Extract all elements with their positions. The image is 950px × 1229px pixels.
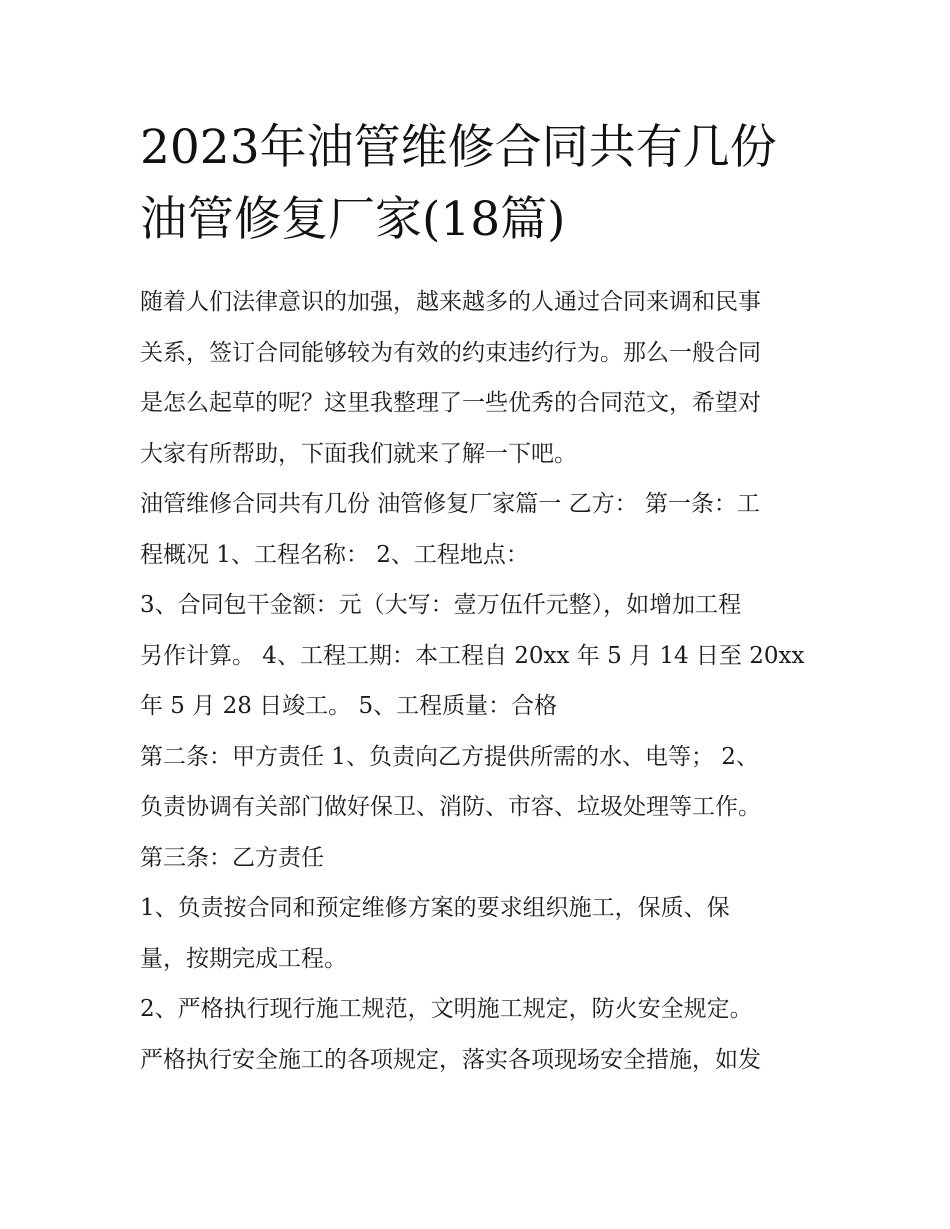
paragraph-line: 1、负责按合同和预定维修方案的要求组织施工，保质、保: [140, 895, 730, 921]
paragraph-line: 第二条：甲方责任 1、负责向乙方提供所需的水、电等； 2、: [140, 743, 759, 770]
paragraph-line: 另作计算。 4、工程工期：本工程自 20xx 年 5 月 14 日至 20xx: [140, 642, 805, 669]
paragraph-line: 量，按期完成工程。: [140, 945, 347, 972]
paragraph-intro-line: 大家有所帮助，下面我们就来了解一下吧。: [140, 440, 577, 467]
title-line: 油管修复厂家(18篇): [140, 192, 566, 247]
document-title: [140, 112, 820, 256]
paragraph-line: 严格执行安全施工的各项规定，落实各项现场安全措施，如发: [140, 1046, 761, 1073]
section-heading-line: 油管维修合同共有几份 油管修复厂家篇一 乙方： 第一条：工: [140, 491, 760, 517]
paragraph-intro-line: 是怎么起草的呢？这里我整理了一些优秀的合同范文，希望对: [140, 390, 761, 416]
clause-heading-line: 第三条：乙方责任: [140, 844, 324, 871]
paragraph-line: 2、严格执行现行施工规范，文明施工规定，防火安全规定。: [140, 996, 753, 1022]
paragraph-line: 3、合同包干金额：元（大写：壹万伍仟元整），如增加工程: [140, 592, 742, 618]
document-body: [140, 277, 820, 1085]
paragraph-intro-line: 随着人们法律意识的加强，越来越多的人通过合同来调和民事: [140, 289, 761, 315]
paragraph-line: 程概况 1、工程名称： 2、工程地点：: [140, 541, 529, 568]
title-line: 2023年油管维修合同共有几份: [140, 120, 777, 175]
paragraph-intro-line: 关系，签订合同能够较为有效的约束违约行为。那么一般合同: [140, 339, 761, 366]
paragraph-line: 负责协调有关部门做好保卫、消防、市容、垃圾处理等工作。: [140, 794, 761, 820]
paragraph-line: 年 5 月 28 日竣工。 5、工程质量：合格: [140, 693, 558, 719]
